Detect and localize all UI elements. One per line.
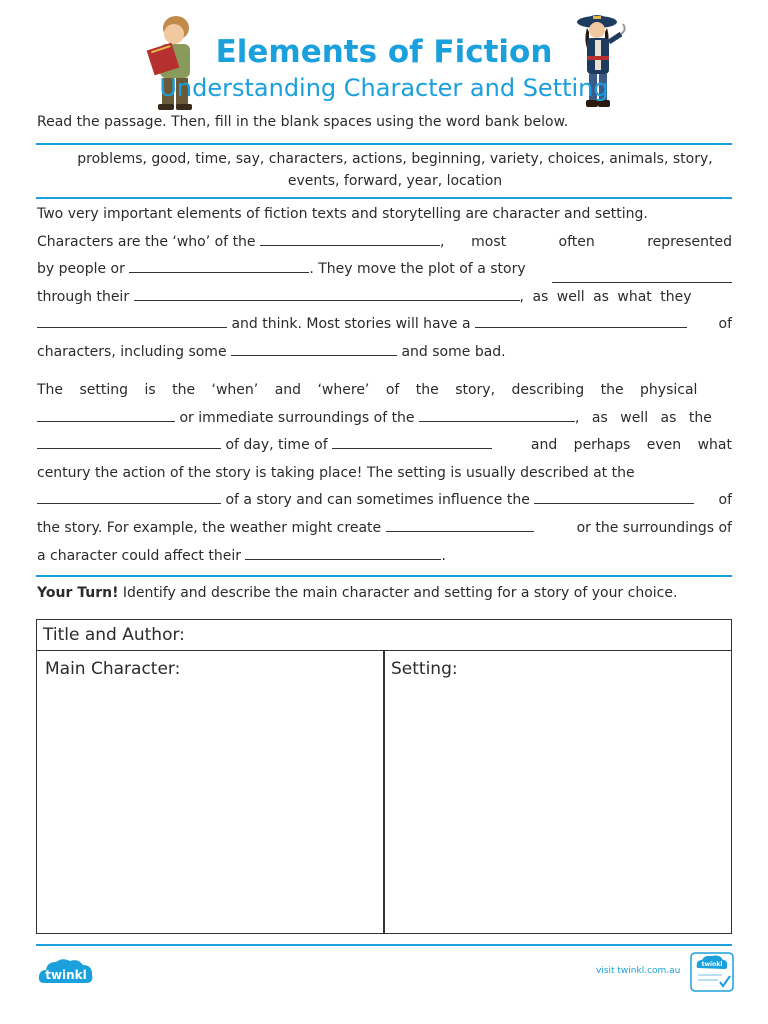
passage-text: . <box>441 547 446 564</box>
passage-line <box>37 432 732 460</box>
passage-text: of <box>718 316 732 333</box>
divider <box>36 575 732 577</box>
visit-link[interactable]: visit twinkl.com.au <box>596 966 681 976</box>
passage-text: of <box>718 492 732 509</box>
your-turn-prompt <box>37 585 677 601</box>
word-bank <box>50 148 740 192</box>
blank-field[interactable] <box>37 408 175 422</box>
passage-text: or the surroundings of <box>576 519 732 536</box>
setting-label: Setting: <box>391 659 458 679</box>
passage-paragraph-2 <box>37 377 732 570</box>
blank-field[interactable] <box>231 342 397 356</box>
passage-text: the story. For example, the weather might create <box>37 519 382 536</box>
blank-field[interactable] <box>37 435 221 449</box>
blank-field[interactable] <box>419 408 575 422</box>
passage-text: most often represented <box>471 233 732 250</box>
blank-field[interactable] <box>260 232 440 246</box>
passage-line <box>37 284 732 312</box>
passage-line: Two very important elements of fiction texts and storytelling are character and setting. <box>37 206 648 222</box>
word-bank-line: problems, good, time, say, characters, actions, beginning, variety, choices, animals, story, <box>77 151 713 167</box>
passage-text: . They move the plot of a story <box>309 261 526 278</box>
passage-line <box>37 229 732 257</box>
instructions: Read the passage. Then, fill in the blank spaces using the word bank below. <box>37 114 569 130</box>
passage-text: through their <box>37 288 130 305</box>
passage-text: or immediate surroundings of the <box>179 409 415 426</box>
passage-line <box>37 339 732 367</box>
setting-field[interactable] <box>385 651 731 933</box>
passage-text: , <box>440 233 445 250</box>
footer-divider <box>36 944 732 946</box>
passage-text: of a story and can sometimes influence the <box>225 492 530 509</box>
passage-text: Characters are the ‘who’ of the <box>37 233 256 250</box>
your-turn-label: Your Turn! <box>37 585 119 601</box>
your-turn-text: Identify and describe the main character and setting for a story of your choice. <box>118 585 678 601</box>
passage-text: , as well as the <box>575 409 712 426</box>
quality-approved-badge <box>690 952 734 992</box>
response-table <box>36 619 732 934</box>
blank-field[interactable] <box>552 269 732 283</box>
passage-line <box>37 256 732 284</box>
divider <box>36 197 732 199</box>
main-character-label: Main Character: <box>45 659 181 679</box>
main-character-field[interactable] <box>37 651 383 933</box>
twinkl-logo[interactable] <box>36 955 96 991</box>
blank-field[interactable] <box>37 314 227 328</box>
divider <box>36 143 732 145</box>
blank-field[interactable] <box>134 287 520 301</box>
blank-field[interactable] <box>475 314 687 328</box>
passage-line <box>37 543 732 571</box>
passage-text: and some bad. <box>401 343 506 360</box>
passage-text: of day, time of <box>225 437 328 454</box>
passage-text: and think. Most stories will have a <box>231 316 471 333</box>
passage-text: a character could affect their <box>37 547 241 564</box>
passage-line <box>37 377 732 405</box>
passage-line <box>37 311 732 339</box>
blank-field[interactable] <box>386 518 534 532</box>
passage-paragraph-1 <box>37 201 732 367</box>
blank-field[interactable] <box>129 259 309 273</box>
title-author-label: Title and Author: <box>43 625 185 645</box>
blank-field[interactable] <box>245 546 441 560</box>
passage-text: and perhaps even what <box>530 437 732 454</box>
twinkl-logo-text: twinkl <box>45 968 87 982</box>
title-author-field[interactable] <box>37 620 731 651</box>
blank-field[interactable] <box>332 435 492 449</box>
passage-line: century the action of the story is taking place! The setting is usually described at the <box>37 464 635 481</box>
passage-line <box>37 515 732 543</box>
passage-text: The setting is the ‘when’ and ‘where’ of the story, describing the physical <box>37 382 698 398</box>
badge-logo-text: twinkl <box>701 961 723 968</box>
blank-field[interactable] <box>534 490 694 504</box>
passage-text: characters, including some <box>37 343 227 360</box>
passage-text: by people or <box>37 261 125 278</box>
passage-text: , as well as what they <box>519 288 692 305</box>
blank-field[interactable] <box>37 490 221 504</box>
worksheet-title: Elements of Fiction <box>215 34 553 70</box>
passage-line <box>37 405 732 433</box>
passage-line <box>37 487 732 515</box>
worksheet-subtitle: Understanding Character and Setting <box>159 74 609 102</box>
word-bank-line: events, forward, year, location <box>287 173 503 189</box>
